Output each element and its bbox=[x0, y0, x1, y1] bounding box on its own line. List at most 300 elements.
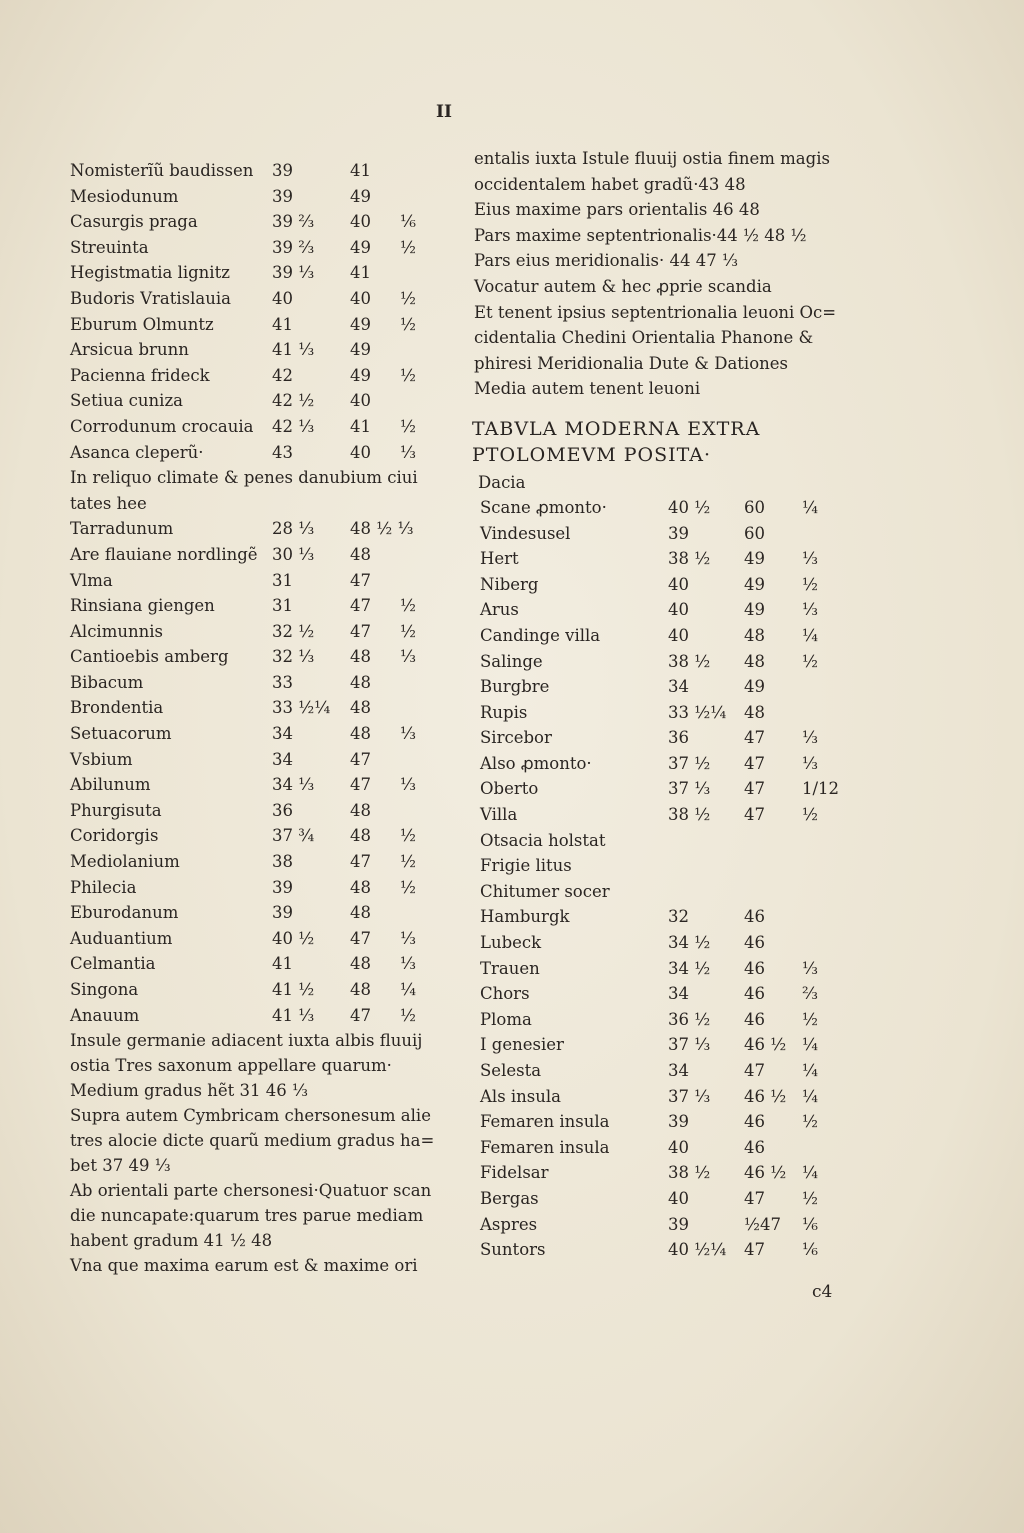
place-name: Casurgis praga bbox=[70, 212, 198, 232]
coord-b: 46 ½ bbox=[744, 1163, 787, 1183]
coord-b: 40 bbox=[350, 288, 371, 308]
table-row bbox=[472, 1135, 832, 1161]
coord-c: ¼ bbox=[802, 1035, 818, 1055]
coord-b: 40 bbox=[350, 442, 371, 462]
coord-b: 47 bbox=[350, 596, 371, 616]
coord-c: 1/12 bbox=[802, 779, 840, 799]
coord-b: 48 bbox=[350, 954, 371, 974]
table-row bbox=[70, 235, 450, 261]
coord-a: 32 bbox=[668, 907, 689, 927]
coord-a: 33 ½¼ bbox=[272, 698, 331, 718]
coord-c: ¼ bbox=[400, 980, 416, 999]
coord-b: 48 ½ ⅓ bbox=[350, 519, 414, 539]
coord-c: ⅔ bbox=[802, 984, 818, 1004]
coord-a: 34 bbox=[272, 749, 293, 769]
table-row bbox=[70, 644, 450, 670]
coord-a: 34 bbox=[668, 677, 689, 697]
text-line: Eius maxime pars orientalis 46 48 bbox=[474, 200, 760, 220]
table-row bbox=[472, 1160, 832, 1186]
place-name: Ploma bbox=[480, 1009, 532, 1029]
coord-b: 48 bbox=[744, 651, 765, 671]
text-line: Ab orientali parte chersonesi·Quatuor scan bbox=[70, 1181, 432, 1201]
coord-c: ½ bbox=[400, 314, 416, 334]
coord-c: ⅓ bbox=[802, 600, 818, 620]
table-row bbox=[70, 440, 450, 466]
text-line: Media autem tenent leuoni bbox=[474, 379, 701, 399]
table-row bbox=[472, 495, 832, 521]
coord-a: 34 bbox=[272, 724, 293, 744]
coord-a: 39 bbox=[272, 877, 293, 897]
coord-a: 34 bbox=[668, 984, 689, 1004]
coord-b: 47 bbox=[744, 779, 765, 799]
text-line: Medium gradus hẽt 31 46 ⅓ bbox=[70, 1081, 308, 1101]
coord-b: 47 bbox=[350, 749, 371, 769]
coord-b: 48 bbox=[350, 647, 371, 667]
coord-a: 37 ⅓ bbox=[668, 1035, 711, 1055]
coord-c: ⅙ bbox=[400, 212, 416, 232]
coord-a: 41 ⅓ bbox=[272, 1005, 315, 1025]
table-row bbox=[472, 853, 832, 879]
coord-c: ⅓ bbox=[802, 753, 818, 773]
table-row bbox=[70, 158, 450, 184]
coord-b: 47 bbox=[350, 852, 371, 872]
table-row bbox=[70, 209, 450, 235]
text-line: Insule germanie adiacent iuxta albis fluuij bbox=[70, 1031, 423, 1051]
place-name: Mediolanium bbox=[70, 852, 180, 872]
place-name: Femaren insula bbox=[480, 1112, 610, 1132]
coord-b: 47 bbox=[744, 1061, 765, 1080]
right-table bbox=[472, 495, 840, 1263]
place-name: Salinge bbox=[480, 651, 543, 671]
coord-c: ½ bbox=[802, 574, 818, 594]
coord-b: 48 bbox=[350, 544, 371, 564]
coord-a: 38 ½ bbox=[668, 805, 711, 825]
coord-a: 38 ½ bbox=[668, 651, 711, 671]
text-line: In reliquo climate & penes danubium ciui bbox=[70, 468, 418, 488]
table-row bbox=[472, 1237, 832, 1263]
table-row bbox=[70, 414, 450, 440]
coord-b: 49 bbox=[350, 186, 371, 206]
text-line: Supra autem Cymbricam chersonesum alie bbox=[70, 1106, 431, 1126]
coord-c: ½ bbox=[400, 596, 416, 616]
coord-b: 46 ½ bbox=[744, 1086, 787, 1106]
table-row bbox=[70, 593, 450, 619]
place-name: Tarradunum bbox=[70, 519, 174, 539]
place-name: Pacienna frideck bbox=[70, 365, 210, 385]
table-row bbox=[472, 828, 832, 854]
coord-b: 48 bbox=[350, 980, 371, 999]
left-paragraph-2 bbox=[70, 1028, 450, 1278]
place-name: Phurgisuta bbox=[70, 800, 162, 820]
coord-a: 40 bbox=[668, 1137, 689, 1157]
text-line: habent gradum 41 ½ 48 bbox=[70, 1231, 273, 1251]
coord-a: 31 bbox=[272, 570, 293, 590]
coord-a: 41 ⅓ bbox=[272, 340, 315, 360]
table-row bbox=[472, 725, 832, 751]
coord-b: 48 bbox=[350, 724, 371, 744]
signature-mark: c4 bbox=[812, 1282, 833, 1302]
coord-c: ½ bbox=[400, 288, 416, 308]
text-line: tres alocie dicte quarũ medium gradus ha= bbox=[70, 1131, 435, 1151]
coord-b: 49 bbox=[350, 237, 371, 257]
coord-b: 48 bbox=[744, 702, 765, 722]
left-column bbox=[70, 158, 450, 1278]
right-column bbox=[472, 146, 840, 1263]
coord-c: ⅓ bbox=[400, 954, 416, 974]
place-name: Budoris Vratislauia bbox=[70, 288, 231, 308]
place-name: Alcimunnis bbox=[70, 621, 163, 641]
table-row bbox=[472, 751, 832, 777]
table-row bbox=[472, 981, 832, 1007]
table-row bbox=[472, 776, 840, 802]
text-line: Pars eius meridionalis· 44 47 ⅓ bbox=[474, 251, 738, 271]
coord-c: ⅓ bbox=[802, 728, 818, 748]
text-line: Et tenent ipsius septentrionalia leuoni Oc= bbox=[474, 302, 837, 322]
table-row bbox=[70, 798, 450, 824]
coord-a: 37 ⅓ bbox=[668, 1086, 711, 1106]
table-row bbox=[472, 1084, 832, 1110]
coord-c: ½ bbox=[400, 1005, 416, 1025]
coord-a: 28 ⅓ bbox=[272, 519, 315, 539]
coord-c: ½ bbox=[802, 651, 818, 671]
coord-c: ½ bbox=[400, 621, 416, 641]
coord-c: ¼ bbox=[802, 497, 818, 517]
place-name: Philecia bbox=[70, 877, 137, 897]
table-row bbox=[472, 1058, 832, 1084]
heading-line-2: PTOLOMEVM POSITA· bbox=[472, 443, 712, 466]
coord-b: 49 bbox=[744, 600, 765, 620]
table-row bbox=[472, 674, 832, 700]
coord-a: 34 ½ bbox=[668, 958, 711, 978]
coord-c: ¼ bbox=[802, 625, 818, 645]
coord-b: 47 bbox=[744, 1240, 765, 1260]
place-name: Bibacum bbox=[70, 672, 144, 692]
text-line: ostia Tres saxonum appellare quarum· bbox=[70, 1056, 392, 1076]
coord-a: 39 bbox=[272, 186, 293, 206]
heading-line-1: TABVLA MODERNA EXTRA bbox=[472, 417, 761, 440]
place-name: Arsicua brunn bbox=[70, 340, 189, 360]
right-paragraph bbox=[472, 146, 837, 402]
table-row bbox=[70, 312, 450, 338]
place-name: Cantioebis amberg bbox=[70, 647, 229, 667]
table-row bbox=[70, 849, 450, 875]
coord-a: 42 bbox=[272, 365, 293, 385]
coord-b: 49 bbox=[350, 340, 371, 360]
coord-c: ½ bbox=[802, 1009, 818, 1029]
coord-c: ¼ bbox=[802, 1061, 818, 1080]
coord-b: 46 bbox=[744, 933, 765, 953]
coord-a: 39 ⅔ bbox=[272, 212, 315, 232]
coord-b: 48 bbox=[350, 800, 371, 820]
coord-b: 47 bbox=[744, 753, 765, 773]
coord-a: 36 bbox=[272, 800, 293, 820]
folio-number: II bbox=[436, 102, 452, 122]
place-name: Trauen bbox=[480, 958, 540, 978]
table-heading bbox=[472, 416, 832, 468]
text-line: Vocatur autem & hec ꝓprie scandia bbox=[474, 276, 772, 296]
coord-c: ⅓ bbox=[400, 647, 416, 667]
place-name: Eburodanum bbox=[70, 903, 179, 923]
coord-b: 48 bbox=[350, 903, 371, 923]
place-name: Setuacorum bbox=[70, 724, 172, 744]
place-name: Oberto bbox=[480, 779, 539, 799]
place-name: Aspres bbox=[480, 1214, 538, 1234]
coord-b: 48 bbox=[350, 698, 371, 718]
place-name: Eburum Olmuntz bbox=[70, 314, 214, 334]
coord-c: ½ bbox=[802, 1188, 818, 1208]
coord-a: 40 bbox=[668, 625, 689, 645]
place-name: Vsbium bbox=[70, 749, 133, 769]
coord-b: 46 bbox=[744, 958, 765, 978]
coord-c: ⅓ bbox=[400, 775, 416, 795]
place-name: Burgbre bbox=[480, 677, 550, 697]
table-row bbox=[70, 977, 450, 1003]
table-row bbox=[472, 1186, 832, 1212]
coord-c: ⅓ bbox=[400, 442, 416, 462]
text-line: die nuncapate:quarum tres parue mediam bbox=[70, 1206, 424, 1226]
coord-b: 47 bbox=[744, 1188, 765, 1208]
coord-b: 47 bbox=[350, 570, 371, 590]
place-name: Also ꝓmonto· bbox=[480, 753, 592, 773]
coord-a: 37 ¾ bbox=[272, 826, 315, 846]
place-name: Rinsiana giengen bbox=[70, 596, 215, 616]
coord-a: 40 ½ bbox=[668, 497, 711, 517]
place-name: Hegistmatia lignitz bbox=[70, 263, 230, 283]
place-name: Asanca cleperũ· bbox=[70, 442, 204, 462]
table-row bbox=[70, 388, 450, 414]
coord-a: 40 bbox=[272, 288, 293, 308]
coord-c: ⅙ bbox=[802, 1240, 818, 1260]
place-name: Niberg bbox=[480, 574, 539, 594]
coord-a: 40 bbox=[668, 1188, 689, 1208]
table-row bbox=[472, 623, 832, 649]
text-line: occidentalem habet gradũ·43 48 bbox=[474, 174, 746, 194]
coord-b: 48 bbox=[350, 826, 371, 846]
text-line: entalis iuxta Istule fluuij ostia finem magis bbox=[474, 149, 830, 168]
place-name: Celmantia bbox=[70, 954, 156, 974]
place-name: Villa bbox=[480, 805, 518, 825]
left-table-a bbox=[70, 158, 450, 465]
coord-c: ½ bbox=[400, 877, 416, 897]
table-row bbox=[70, 542, 450, 568]
text-line: tates hee bbox=[70, 493, 147, 513]
coord-a: 40 bbox=[668, 600, 689, 620]
text-line: bet 37 49 ⅓ bbox=[70, 1156, 171, 1176]
coord-a: 39 bbox=[668, 1214, 689, 1234]
coord-b: 48 bbox=[350, 877, 371, 897]
place-name: Chitumer socer bbox=[480, 881, 610, 901]
coord-b: 49 bbox=[744, 574, 765, 594]
place-name: Corrodunum crocauia bbox=[70, 416, 254, 436]
place-name: Auduantium bbox=[70, 928, 173, 948]
coord-a: 39 bbox=[272, 903, 293, 923]
coord-a: 36 bbox=[668, 728, 689, 748]
coord-c: ⅓ bbox=[802, 958, 818, 978]
coord-b: 47 bbox=[350, 1005, 371, 1025]
place-name: Brondentia bbox=[70, 698, 164, 718]
coord-a: 32 ½ bbox=[272, 621, 315, 641]
place-name: Bergas bbox=[480, 1188, 539, 1208]
coord-c: ¼ bbox=[802, 1163, 818, 1183]
place-name: Sircebor bbox=[480, 728, 552, 748]
coord-c: ¼ bbox=[802, 1086, 818, 1106]
coord-b: 49 bbox=[744, 549, 765, 569]
place-name: Suntors bbox=[480, 1240, 546, 1260]
table-row bbox=[472, 879, 832, 905]
coord-c: ½ bbox=[400, 416, 416, 436]
left-table-b bbox=[70, 516, 450, 1028]
coord-b: 46 bbox=[744, 984, 765, 1004]
coord-b: 49 bbox=[350, 314, 371, 334]
coord-a: 33 ½¼ bbox=[668, 702, 727, 722]
coord-b: 48 bbox=[350, 672, 371, 692]
table-row bbox=[70, 747, 450, 773]
place-name: Abilunum bbox=[70, 775, 151, 795]
coord-c: ½ bbox=[802, 1112, 818, 1132]
coord-a: 43 bbox=[272, 442, 293, 462]
coord-b: 48 bbox=[744, 625, 765, 645]
table-row bbox=[472, 649, 832, 675]
coord-b: 41 bbox=[350, 161, 371, 180]
place-name: Otsacia holstat bbox=[480, 830, 606, 850]
coord-a: 36 ½ bbox=[668, 1009, 711, 1029]
place-name: Selesta bbox=[480, 1061, 542, 1080]
table-row bbox=[472, 930, 832, 956]
table-row bbox=[70, 337, 450, 363]
coord-c: ½ bbox=[802, 805, 818, 825]
table-row bbox=[472, 521, 832, 547]
coord-b: 40 bbox=[350, 391, 371, 411]
text-line: phiresi Meridionalia Dute & Dationes bbox=[474, 353, 788, 373]
place-name: Arus bbox=[480, 600, 519, 620]
coord-c: ½ bbox=[400, 826, 416, 846]
table-row bbox=[70, 900, 450, 926]
coord-a: 34 ½ bbox=[668, 933, 711, 953]
table-row bbox=[70, 772, 450, 798]
table-row bbox=[472, 1212, 832, 1238]
table-row bbox=[472, 904, 832, 930]
coord-a: 34 bbox=[668, 1061, 689, 1080]
place-name: Frigie litus bbox=[480, 856, 572, 876]
coord-a: 34 ⅓ bbox=[272, 775, 315, 795]
coord-a: 42 ⅓ bbox=[272, 416, 315, 436]
coord-b: 46 bbox=[744, 1009, 765, 1029]
place-name: Chors bbox=[480, 984, 530, 1004]
place-name: Vindesusel bbox=[480, 523, 571, 543]
table-row bbox=[70, 951, 450, 977]
coord-b: 41 bbox=[350, 263, 371, 283]
table-row bbox=[70, 516, 450, 542]
coord-a: 38 ½ bbox=[668, 1163, 711, 1183]
table-row bbox=[70, 1003, 450, 1029]
coord-b: 46 bbox=[744, 907, 765, 927]
table-row bbox=[70, 568, 450, 594]
place-name: Als insula bbox=[480, 1086, 562, 1106]
text-line: Pars maxime septentrionalis·44 ½ 48 ½ bbox=[474, 225, 807, 245]
coord-a: 40 bbox=[668, 574, 689, 594]
coord-a: 32 ⅓ bbox=[272, 647, 315, 667]
coord-a: 30 ⅓ bbox=[272, 544, 315, 564]
coord-c: ⅙ bbox=[802, 1214, 818, 1234]
coord-a: 39 ⅔ bbox=[272, 237, 315, 257]
table-row bbox=[70, 363, 450, 389]
coord-a: 41 ½ bbox=[272, 980, 315, 999]
coord-a: 37 ½ bbox=[668, 753, 711, 773]
coord-c: ½ bbox=[400, 365, 416, 385]
table-row bbox=[472, 572, 832, 598]
left-paragraph-1 bbox=[70, 465, 450, 516]
text-line: Vna que maxima earum est & maxime ori bbox=[70, 1256, 418, 1276]
place-name: Rupis bbox=[480, 702, 528, 722]
place-name: Hert bbox=[480, 549, 519, 569]
coord-a: 39 ⅓ bbox=[272, 263, 315, 283]
table-row bbox=[70, 875, 450, 901]
coord-a: 39 bbox=[668, 1112, 689, 1132]
coord-b: 60 bbox=[744, 497, 765, 517]
table-row bbox=[472, 802, 832, 828]
text-line: cidentalia Chedini Orientalia Phanone & bbox=[474, 328, 814, 348]
coord-a: 39 bbox=[668, 523, 689, 543]
place-name: Are flauiane nordlingẽ bbox=[70, 544, 258, 564]
region-label: Dacia bbox=[478, 472, 526, 492]
coord-a: 41 bbox=[272, 314, 293, 334]
coord-c: ⅓ bbox=[400, 724, 416, 744]
table-row bbox=[70, 721, 450, 747]
place-name: Nomisterĩũ baudissen bbox=[70, 161, 254, 180]
place-name: Streuinta bbox=[70, 237, 149, 257]
place-name: Scane ꝓmonto· bbox=[480, 497, 607, 517]
table-row bbox=[472, 1032, 832, 1058]
coord-c: ½ bbox=[400, 852, 416, 872]
table-row bbox=[472, 700, 832, 726]
coord-b: 60 bbox=[744, 523, 765, 543]
place-name: Singona bbox=[70, 980, 139, 999]
place-name: Anauum bbox=[70, 1005, 140, 1025]
coord-a: 38 ½ bbox=[668, 549, 711, 569]
coord-b: 49 bbox=[350, 365, 371, 385]
coord-b: 47 bbox=[744, 728, 765, 748]
table-row bbox=[70, 184, 450, 210]
table-row bbox=[70, 260, 450, 286]
table-row bbox=[472, 597, 832, 623]
coord-a: 42 ½ bbox=[272, 391, 315, 411]
place-name: Setiua cuniza bbox=[70, 391, 183, 411]
coord-a: 37 ⅓ bbox=[668, 779, 711, 799]
place-name: I genesier bbox=[480, 1035, 564, 1055]
coord-b: ½47 bbox=[744, 1214, 781, 1234]
coord-b: 47 bbox=[350, 928, 371, 948]
coord-b: 47 bbox=[350, 775, 371, 795]
coord-b: 46 bbox=[744, 1112, 765, 1132]
place-name: Coridorgis bbox=[70, 826, 159, 846]
table-row bbox=[70, 670, 450, 696]
coord-c: ⅓ bbox=[400, 928, 416, 948]
coord-c: ⅓ bbox=[802, 549, 818, 569]
place-name: Candinge villa bbox=[480, 625, 601, 645]
table-row bbox=[70, 926, 450, 952]
table-row bbox=[472, 546, 832, 572]
coord-b: 40 bbox=[350, 212, 371, 232]
coord-b: 49 bbox=[744, 677, 765, 697]
table-row bbox=[70, 286, 450, 312]
place-name: Mesiodunum bbox=[70, 186, 179, 206]
table-row bbox=[70, 695, 450, 721]
place-name: Vlma bbox=[70, 570, 113, 590]
coord-a: 41 bbox=[272, 954, 293, 974]
place-name: Femaren insula bbox=[480, 1137, 610, 1157]
place-name: Fidelsar bbox=[480, 1163, 549, 1183]
coord-a: 38 bbox=[272, 852, 293, 872]
